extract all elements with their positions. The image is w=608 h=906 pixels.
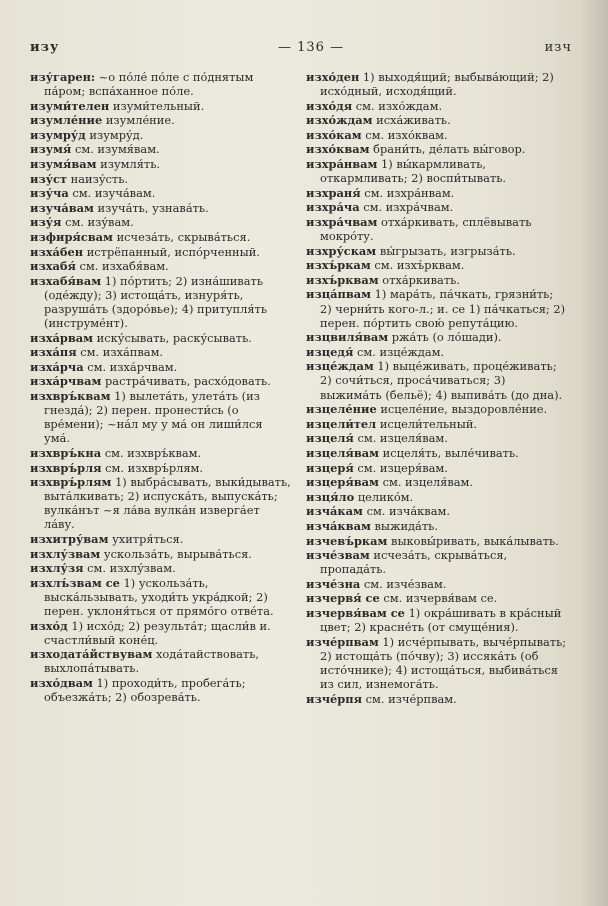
- entry-definition: см. изхвръ́рлям.: [105, 460, 204, 475]
- dictionary-entry: [30, 274, 292, 330]
- dictionary-entry: [30, 576, 292, 618]
- entry-headword: изха́рвам: [30, 330, 94, 345]
- entry-headword: изча́кам: [306, 504, 363, 519]
- dictionary-entry: [30, 70, 292, 98]
- dictionary-entry: [306, 635, 568, 691]
- dictionary-entry: [30, 676, 292, 704]
- entry-headword: изу́я: [30, 215, 62, 230]
- entry-headword: изфиря́свам: [30, 230, 113, 245]
- dictionary-entry: [30, 446, 292, 460]
- entry-headword: изхо́кам: [306, 127, 362, 142]
- entry-headword: изцеля́: [306, 431, 354, 446]
- entry-headword: изчервя́ се: [306, 591, 380, 606]
- dictionary-entry: [306, 402, 568, 416]
- entry-definition: исцеле́ние, выздоровле́ние.: [380, 402, 548, 417]
- entry-definition: исцеля́ть, выле́чивать.: [382, 445, 519, 460]
- dictionary-entry: [306, 273, 568, 287]
- dictionary-entry: [306, 128, 568, 142]
- page-number: — 136 —: [278, 40, 345, 55]
- entry-definition: см. изхо́ждам.: [355, 98, 443, 113]
- entry-headword: изха́пя: [30, 345, 77, 360]
- dictionary-entry: [30, 259, 292, 273]
- entry-headword: изу́гарен:: [30, 70, 96, 84]
- entry-headword: изхлъ́звам се: [30, 575, 120, 590]
- entry-headword: изхраня́: [306, 185, 361, 200]
- entry-headword: изцеря́вам: [306, 475, 379, 490]
- entry-definition: ускольза́ть, вырыва́ться.: [103, 546, 252, 561]
- entry-definition: 1) ускольза́ть, выска́льзывать, уходи́ть укра́дкой; 2) перен. уклоня́ться от прямо́го отве́та.: [44, 575, 274, 618]
- entry-headword: изче́звам: [306, 548, 370, 563]
- entry-definition: см. изхра́чвам.: [363, 200, 454, 215]
- entry-headword: изцеря́: [306, 460, 354, 475]
- entry-headword: изхлу́звам: [30, 546, 101, 561]
- entry-definition: см. изхлу́звам.: [87, 561, 176, 576]
- dictionary-entry: [30, 345, 292, 359]
- dictionary-entry: [30, 374, 292, 388]
- entry-headword: изхабя́: [30, 259, 76, 274]
- entry-definition: хода́тайствовать, выхлопа́тывать.: [44, 647, 260, 676]
- dictionary-entry: [306, 591, 568, 605]
- entry-headword: изумя́вам: [30, 157, 97, 172]
- dictionary-entry: [30, 186, 292, 200]
- entry-headword: изхо́квам: [306, 142, 370, 157]
- entry-headword: изце́ждам: [306, 359, 374, 374]
- dictionary-entry: [306, 692, 568, 706]
- entry-headword: изхру́скам: [306, 243, 377, 258]
- entry-definition: брани́ть, де́лать вы́говор.: [373, 142, 526, 157]
- dictionary-entry: [306, 157, 568, 185]
- entry-definition: 1) выходя́щий; выбыва́ющий; 2) исхо́дный, исходя́щий.: [320, 70, 554, 99]
- dictionary-entry: [30, 389, 292, 445]
- entry-headword: изхо́ден: [306, 70, 360, 84]
- entry-definition: см. изцеля́вам.: [382, 475, 474, 490]
- entry-definition: 1) вылета́ть, улета́ть (из гнезда́); 2) перен. пронести́сь (о вре́мени); ~на́л му у ма́ он лиши́лся ума́.: [44, 389, 263, 446]
- dictionary-entry: [30, 201, 292, 215]
- entry-definition: исцели́тельный.: [379, 416, 478, 431]
- dictionary-entry: [306, 70, 568, 98]
- entry-headword: изцели́тел: [306, 416, 377, 431]
- dictionary-entry: [306, 287, 568, 329]
- entry-headword: изхвръ́квам: [30, 389, 111, 404]
- entry-headword: изче́рпвам: [306, 634, 379, 649]
- dictionary-entry: [30, 157, 292, 171]
- dictionary-entry: [306, 244, 568, 258]
- header-right-guide-word: изч: [544, 40, 572, 55]
- entry-headword: изха́бен: [30, 244, 84, 259]
- entry-headword: изуча́вам: [30, 200, 94, 215]
- entry-definition: ржа́ть (о ло́шади).: [391, 330, 502, 345]
- entry-definition: см. изцеля́вам.: [357, 431, 448, 446]
- entry-definition: 1) проходи́ть, пробега́ть; объезжа́ть; 2) обозрева́ть.: [44, 675, 246, 705]
- entry-definition: иску́сывать, раску́сывать.: [96, 330, 252, 345]
- left-column: [30, 70, 292, 705]
- entry-definition: изуми́тельный.: [112, 98, 205, 113]
- dictionary-entry: [306, 417, 568, 431]
- entry-definition: истрёпанный, испо́рченный.: [86, 244, 260, 259]
- entry-headword: изцеля́вам: [306, 445, 380, 460]
- dictionary-entry: [30, 113, 292, 127]
- entry-headword: изхра́чвам: [306, 214, 378, 229]
- entry-definition: изумля́ть.: [100, 157, 161, 172]
- entry-definition: см. изхъ́рквам.: [374, 258, 465, 273]
- entry-definition: см. изха́пвам.: [80, 345, 164, 360]
- dictionary-entry: [30, 532, 292, 546]
- dictionary-entry: [30, 128, 292, 142]
- entry-headword: изхо́д: [30, 618, 68, 633]
- entry-headword: изхвръ́кна: [30, 445, 102, 460]
- entry-headword: изхитру́вам: [30, 532, 109, 546]
- entry-definition: ~о по́ле́ по́ле с по́днятым па́ром; вспа́ханное по́ле.: [44, 70, 254, 99]
- entry-definition: 1) окра́шивать в кра́сный цвет; 2) красне́ть (от смуще́ния).: [320, 605, 562, 635]
- dictionary-entry: [306, 99, 568, 113]
- dictionary-entry: [30, 245, 292, 259]
- dictionary-entry: [306, 548, 568, 576]
- entry-definition: см. изцеря́вам.: [357, 460, 448, 475]
- dictionary-entry: [30, 360, 292, 374]
- entry-headword: изумру́д: [30, 127, 86, 142]
- entry-definition: 1) выце́живать, проце́живать; 2) сочи́ться, проса́чиваться; 3) выжима́ть (бельё); 4) выпива́ть (до дна).: [320, 359, 563, 402]
- entry-headword: изцвиля́вам: [306, 330, 389, 345]
- entry-headword: изца́пвам: [306, 287, 372, 302]
- entry-headword: изхра́ча: [306, 200, 360, 215]
- dictionary-entry: [30, 142, 292, 156]
- entry-definition: выковы́ривать, выка́лывать.: [391, 533, 559, 548]
- entry-definition: см. изуча́вам.: [72, 186, 156, 201]
- entry-headword: изхо́дя: [306, 98, 353, 113]
- entry-definition: см. изхабя́вам.: [79, 259, 169, 274]
- page-header: [30, 40, 580, 62]
- entry-headword: изу́ст: [30, 171, 68, 186]
- entry-definition: исчеза́ть, скрыва́ться, пропада́ть.: [320, 548, 508, 577]
- dictionary-entry: [30, 215, 292, 229]
- dictionary-entry: [306, 606, 568, 634]
- entry-definition: исха́живать.: [376, 113, 451, 128]
- dictionary-entry: [306, 461, 568, 475]
- entry-headword: изця́ло: [306, 489, 355, 504]
- entry-definition: 1) исче́рпывать, выче́рпывать; 2) истоща́ть (по́чву); 3) иссяка́ть (об исто́чнике); 4) истоща́ться, выбива́ться из сил, изнемога́ть.: [320, 634, 567, 691]
- entry-definition: отха́ркивать, сплёвывать мокро́ту.: [320, 214, 532, 244]
- entry-definition: 1) исхо́д; 2) результа́т; щасли́в и. счастли́вый коне́ц.: [44, 618, 271, 647]
- dictionary-entry: [306, 359, 568, 401]
- dictionary-entry: [30, 230, 292, 244]
- dictionary-entry: [306, 113, 568, 127]
- entry-definition: отха́ркивать.: [382, 272, 460, 287]
- dictionary-entry: [306, 519, 568, 533]
- entry-definition: 1) выбра́сывать, выки́дывать, выта́лкивать; 2) испуска́ть, выпуска́ть; вулка́нът ~я ла́ва вулка́н изверга́ет ла́ву.: [44, 475, 291, 532]
- entry-definition: см. изха́рчвам.: [87, 359, 178, 374]
- entry-definition: см. изчервя́вам се.: [383, 591, 498, 606]
- entry-headword: изча́квам: [306, 518, 371, 533]
- entry-definition: 1) мара́ть, па́чкать, грязни́ть; 2) черни́ть кого-л.; и. се 1) па́чкаться; 2) перен. по́ртить свою́ репута́цию.: [320, 287, 566, 330]
- dictionary-entry: [30, 647, 292, 675]
- dictionary-entry: [306, 475, 568, 489]
- dictionary-entry: [30, 461, 292, 475]
- entry-headword: изчервя́вам се: [306, 605, 405, 620]
- right-column: [306, 70, 568, 706]
- entry-headword: изхо́ждам: [306, 113, 373, 128]
- entry-headword: изуми́телен: [30, 98, 110, 113]
- entry-definition: изумле́ние.: [105, 113, 175, 128]
- entry-headword: изхвръ́рлям: [30, 475, 112, 490]
- entry-headword: изцеле́ние: [306, 402, 377, 417]
- entry-definition: см. изхвръ́квам.: [104, 445, 202, 460]
- dictionary-entry: [30, 99, 292, 113]
- dictionary-entry: [306, 490, 568, 504]
- entry-definition: наизу́сть.: [70, 171, 129, 186]
- header-left-guide-word: изу: [30, 40, 60, 55]
- entry-definition: 1) по́ртить; 2) изна́шивать (оде́жду); 3) истоща́ть, изнуря́ть, разруша́ть (здоро́вье); 4) притупля́ть (инструме́нт).: [44, 273, 268, 331]
- dictionary-entry: [30, 475, 292, 531]
- entry-definition: изумру́д.: [89, 127, 144, 142]
- entry-definition: целико́м.: [357, 489, 414, 504]
- entry-headword: изхра́нвам: [306, 157, 378, 172]
- entry-definition: ухитря́ться.: [112, 532, 184, 546]
- dictionary-entry: [306, 345, 568, 359]
- entry-definition: см. изу́вам.: [65, 215, 134, 230]
- entry-headword: изче́зна: [306, 576, 361, 591]
- dictionary-entry: [306, 200, 568, 214]
- entry-definition: см. изхра́нвам.: [364, 185, 455, 200]
- dictionary-entry: [306, 258, 568, 272]
- entry-headword: изха́рча: [30, 359, 84, 374]
- dictionary-entry: [30, 619, 292, 647]
- dictionary-entry: [306, 142, 568, 156]
- entry-headword: изхъ́рквам: [306, 272, 379, 287]
- entry-headword: изумя́: [30, 142, 72, 157]
- entry-definition: растра́чивать, расхо́довать.: [105, 374, 271, 389]
- entry-headword: изчевъ́ркам: [306, 533, 388, 548]
- entry-headword: изхъ́ркам: [306, 258, 371, 273]
- entry-headword: изха́рчвам: [30, 374, 102, 389]
- dictionary-entry: [306, 186, 568, 200]
- entry-headword: изче́рпя: [306, 691, 363, 706]
- dictionary-entry: [30, 547, 292, 561]
- entry-headword: изхвръ́рля: [30, 460, 102, 475]
- dictionary-entry: [306, 504, 568, 518]
- dictionary-entry: [30, 172, 292, 186]
- entry-headword: изходата́йствувам: [30, 647, 153, 662]
- entry-headword: изумле́ние: [30, 113, 103, 128]
- entry-headword: изхо́двам: [30, 675, 93, 690]
- dictionary-entry: [306, 431, 568, 445]
- dictionary-entry: [306, 215, 568, 243]
- entry-definition: вы́грызать, изгрыза́ть.: [379, 243, 516, 258]
- entry-definition: см. изумя́вам.: [74, 142, 160, 157]
- entry-definition: см. изче́звам.: [363, 576, 447, 591]
- entry-definition: см. изхо́квам.: [365, 127, 448, 142]
- dictionary-entry: [306, 577, 568, 591]
- dictionary-entry: [306, 330, 568, 344]
- dictionary-entry: [30, 561, 292, 575]
- entry-headword: изхлу́зя: [30, 561, 84, 576]
- entry-definition: выжида́ть.: [374, 518, 438, 533]
- entry-definition: 1) вы́кармливать, откармливать; 2) воспи́тывать.: [320, 157, 507, 186]
- entry-definition: см. изча́квам.: [366, 504, 450, 519]
- dictionary-entry: [306, 446, 568, 460]
- entry-definition: см. изце́ждам.: [357, 344, 445, 359]
- dictionary-entry: [30, 331, 292, 345]
- dictionary-entry: [306, 534, 568, 548]
- entry-headword: изхабя́вам: [30, 273, 102, 288]
- entry-definition: исчеза́ть, скрыва́ться.: [116, 230, 251, 245]
- entry-definition: см. изче́рпвам.: [365, 691, 457, 706]
- entry-headword: изцедя́: [306, 344, 354, 359]
- entry-headword: изу́ча: [30, 186, 69, 201]
- entry-definition: изуча́ть, узнава́ть.: [97, 200, 209, 215]
